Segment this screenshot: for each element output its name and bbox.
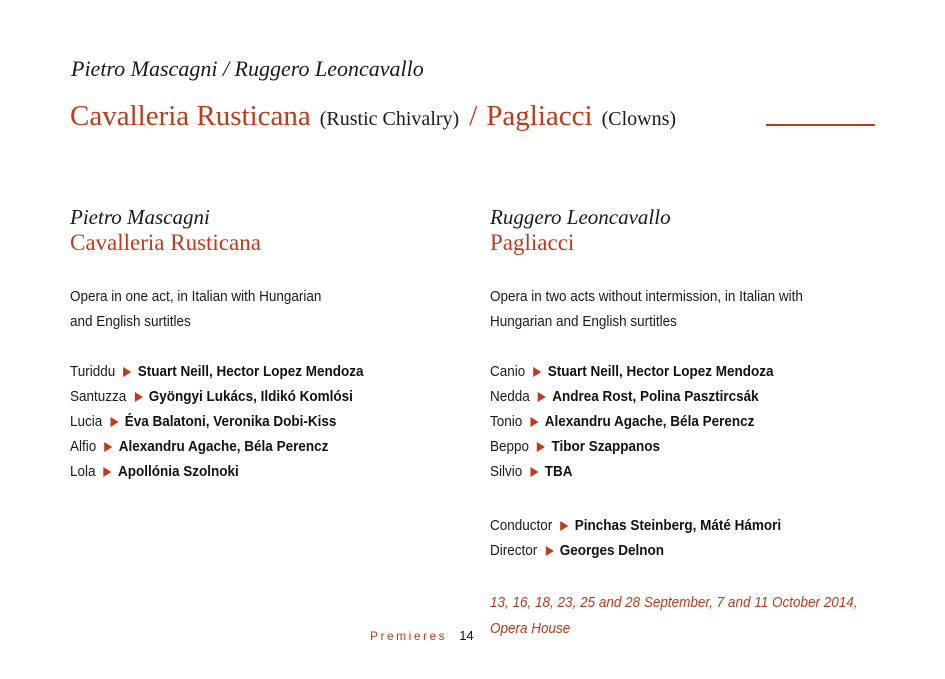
right-opera-title: Pagliacci xyxy=(490,230,575,255)
left-composer: Pietro Mascagni xyxy=(70,205,210,229)
header-composers: Pietro Mascagni / Ruggero Leoncavallo xyxy=(71,56,424,81)
cast-row-santuzza xyxy=(70,384,430,409)
header-opera1: Cavalleria Rusticana xyxy=(70,100,311,132)
triangle-right-icon xyxy=(538,392,546,402)
right-description xyxy=(490,284,886,334)
header-opera2-translation: (Clowns) xyxy=(601,108,677,130)
cast-row-canio xyxy=(490,359,868,384)
triangle-right-icon xyxy=(545,546,553,556)
right-description-line: Opera in two acts without intermission, in Italian with xyxy=(490,288,803,305)
right-crew-list xyxy=(490,513,910,563)
cast-role: Tonio xyxy=(490,413,523,430)
header-title xyxy=(70,100,676,133)
page-footer xyxy=(370,628,474,643)
cast-names: Apollónia Szolnoki xyxy=(118,463,239,480)
cast-names: Gyöngyi Lukács, Ildikó Komlósi xyxy=(148,388,353,405)
cast-names: TBA xyxy=(544,463,573,480)
cast-role: Lola xyxy=(70,463,96,480)
cast-names: Andrea Rost, Polina Pasztircsák xyxy=(552,388,759,405)
triangle-right-icon xyxy=(560,521,568,531)
cast-names: Alexandru Agache, Béla Perencz xyxy=(118,438,329,455)
triangle-right-icon xyxy=(134,392,142,402)
cast-role: Beppo xyxy=(490,438,530,455)
cast-role: Lucia xyxy=(70,413,103,430)
cast-names: Stuart Neill, Hector Lopez Mendoza xyxy=(137,363,364,380)
right-composer: Ruggero Leoncavallo xyxy=(490,205,671,229)
cast-row-alfio xyxy=(70,434,430,459)
left-description-line: Opera in one act, in Italian with Hungarian xyxy=(70,288,322,305)
cast-role: Alfio xyxy=(70,438,97,455)
venue-line: Opera House xyxy=(490,620,571,637)
crew-names: Pinchas Steinberg, Máté Hámori xyxy=(574,517,782,534)
cast-role: Turiddu xyxy=(70,363,116,380)
cast-role: Santuzza xyxy=(70,388,127,405)
left-opera-title: Cavalleria Rusticana xyxy=(70,230,261,255)
crew-row-director xyxy=(490,538,868,563)
cast-row-nedda xyxy=(490,384,868,409)
header-rule xyxy=(766,124,875,126)
crew-role: Director xyxy=(490,542,538,559)
left-description-line: and English surtitles xyxy=(70,313,191,330)
cast-role: Canio xyxy=(490,363,526,380)
cast-row-turiddu xyxy=(70,359,430,384)
left-description xyxy=(70,284,466,334)
performance-dates xyxy=(490,590,868,642)
cast-names: Tibor Szappanos xyxy=(551,438,661,455)
cast-row-beppo xyxy=(490,434,868,459)
triangle-right-icon xyxy=(530,467,538,477)
cast-names: Alexandru Agache, Béla Perencz xyxy=(544,413,755,430)
crew-row-conductor xyxy=(490,513,868,538)
right-description-line: Hungarian and English surtitles xyxy=(490,313,677,330)
cast-row-tonio xyxy=(490,409,868,434)
triangle-right-icon xyxy=(533,367,541,377)
cast-names: Éva Balatoni, Veronika Dobi-Kiss xyxy=(124,413,337,430)
cast-row-lucia xyxy=(70,409,430,434)
cast-names: Stuart Neill, Hector Lopez Mendoza xyxy=(547,363,774,380)
cast-row-lola xyxy=(70,459,430,484)
dates-line: 13, 16, 18, 23, 25 and 28 September, 7 and 11 October 2014, xyxy=(490,594,858,611)
right-cast-list xyxy=(490,359,910,484)
page-number: 14 xyxy=(459,628,474,643)
header-separator: / xyxy=(469,100,478,132)
header-opera2: Pagliacci xyxy=(486,100,593,132)
cast-row-silvio xyxy=(490,459,868,484)
triangle-right-icon xyxy=(530,417,538,427)
triangle-right-icon xyxy=(123,367,131,377)
left-cast-list xyxy=(70,359,470,484)
cast-role: Silvio xyxy=(490,463,523,480)
crew-role: Conductor xyxy=(490,517,553,534)
left-column xyxy=(70,205,470,484)
crew-names: Georges Delnon xyxy=(559,542,665,559)
triangle-right-icon xyxy=(110,417,118,427)
right-column xyxy=(490,205,910,642)
triangle-right-icon xyxy=(537,442,545,452)
footer-section-label: Premieres xyxy=(370,629,448,643)
triangle-right-icon xyxy=(104,442,112,452)
triangle-right-icon xyxy=(104,467,112,477)
header-opera1-translation: (Rustic Chivalry) xyxy=(319,108,460,130)
cast-role: Nedda xyxy=(490,388,530,405)
